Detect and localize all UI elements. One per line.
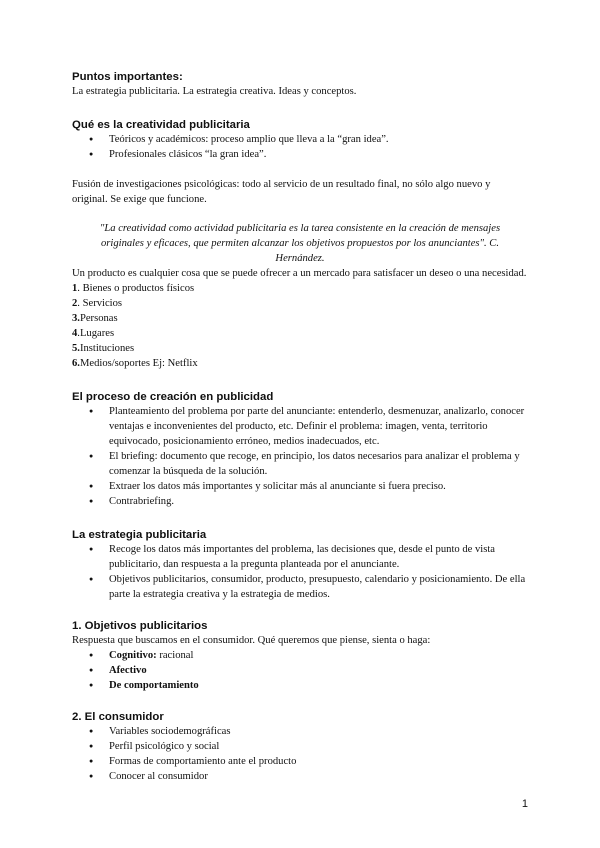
list-item: ● Afectivo: [72, 663, 528, 678]
heading-puntos: Puntos importantes:: [72, 71, 183, 83]
quote-paragraph: "La creatividad como actividad publicitaria es la tarea consistente en la creación de mensajes originales y eficaces, que permiten alcanzar los objetivos propuestos por los anunciantes". C. Hernández.: [99, 223, 501, 264]
list-item: ● De comportamiento: [72, 678, 528, 693]
list-item: ● Recoge los datos más importantes del problema, las decisiones que, desde el punto de vista publicitario, dan respuesta a la pregunta planteada por el anunciante.: [72, 542, 528, 572]
list-item: 1. Bienes o productos físicos: [72, 283, 195, 294]
heading-consumidor: 2. El consumidor: [72, 711, 164, 723]
creatividad-list: [72, 132, 528, 162]
list-item: 3.Personas: [72, 313, 118, 324]
list-item: 6.Medios/soportes Ej: Netflix: [72, 358, 198, 369]
list-item: ● Contrabriefing.: [72, 494, 528, 509]
heading-creatividad: Qué es la creatividad publicitaria: [72, 119, 250, 131]
list-item: 4.Lugares: [72, 328, 115, 339]
list-item: ● Profesionales clásicos “la gran idea”.: [72, 147, 528, 162]
producto-paragraph: Un producto es cualquier cosa que se puede ofrecer a un mercado para satisfacer un deseo o una necesidad.: [72, 268, 527, 279]
list-item: ● Conocer al consumidor: [72, 769, 528, 784]
list-item: ● Perfil psicológico y social: [72, 739, 528, 754]
heading-proceso: El proceso de creación en publicidad: [72, 391, 274, 403]
fusion-paragraph: Fusión de investigaciones psicológicas: todo al servicio de un resultado final, no sólo algo nuevo y original. Se exige que funcione.: [72, 179, 491, 205]
page-number: 1: [521, 798, 528, 810]
list-item: 2. Servicios: [72, 298, 123, 309]
list-item: 5.Instituciones: [72, 343, 135, 354]
list-item: ● Formas de comportamiento ante el producto: [72, 754, 528, 769]
consumidor-list: [72, 724, 528, 784]
list-item: ● Variables sociodemográficas: [72, 724, 528, 739]
estrategia-list: [72, 542, 528, 602]
objetivos-list: [72, 648, 528, 693]
list-item: ● Cognitivo: racional: [72, 648, 528, 663]
list-item: ● Teóricos y académicos: proceso amplio que lleva a la “gran idea”.: [72, 132, 528, 147]
intro-text: La estrategia publicitaria. La estrategia creativa. Ideas y conceptos.: [72, 86, 357, 97]
list-item: ● El briefing: documento que recoge, en principio, los datos necesarios para analizar el problema y comenzar la búsqueda de la solución.: [72, 449, 528, 479]
producto-types-list: [72, 281, 528, 371]
list-item: ● Objetivos publicitarios, consumidor, producto, presupuesto, calendario y posicionamiento. De ella parte la estrategia creativa y la estrategia de medios.: [72, 572, 528, 602]
proceso-list: [72, 404, 528, 509]
document-page: [72, 70, 528, 784]
list-item: ● Extraer los datos más importantes y solicitar más al anunciante si fuera preciso.: [72, 479, 528, 494]
objetivos-text: Respuesta que buscamos en el consumidor. Qué queremos que piense, sienta o haga:: [72, 635, 431, 646]
heading-objetivos: 1. Objetivos publicitarios: [72, 620, 208, 632]
heading-estrategia: La estrategia publicitaria: [72, 529, 207, 541]
list-item: ● Planteamiento del problema por parte del anunciante: entenderlo, desmenuzar, analizarlo, conocer ventajas e inconvenientes del producto, etc. Definir el problema: imagen, venta, territorio equivocado, posicionamiento erróneo, medios inadecuados, etc.: [72, 404, 528, 449]
